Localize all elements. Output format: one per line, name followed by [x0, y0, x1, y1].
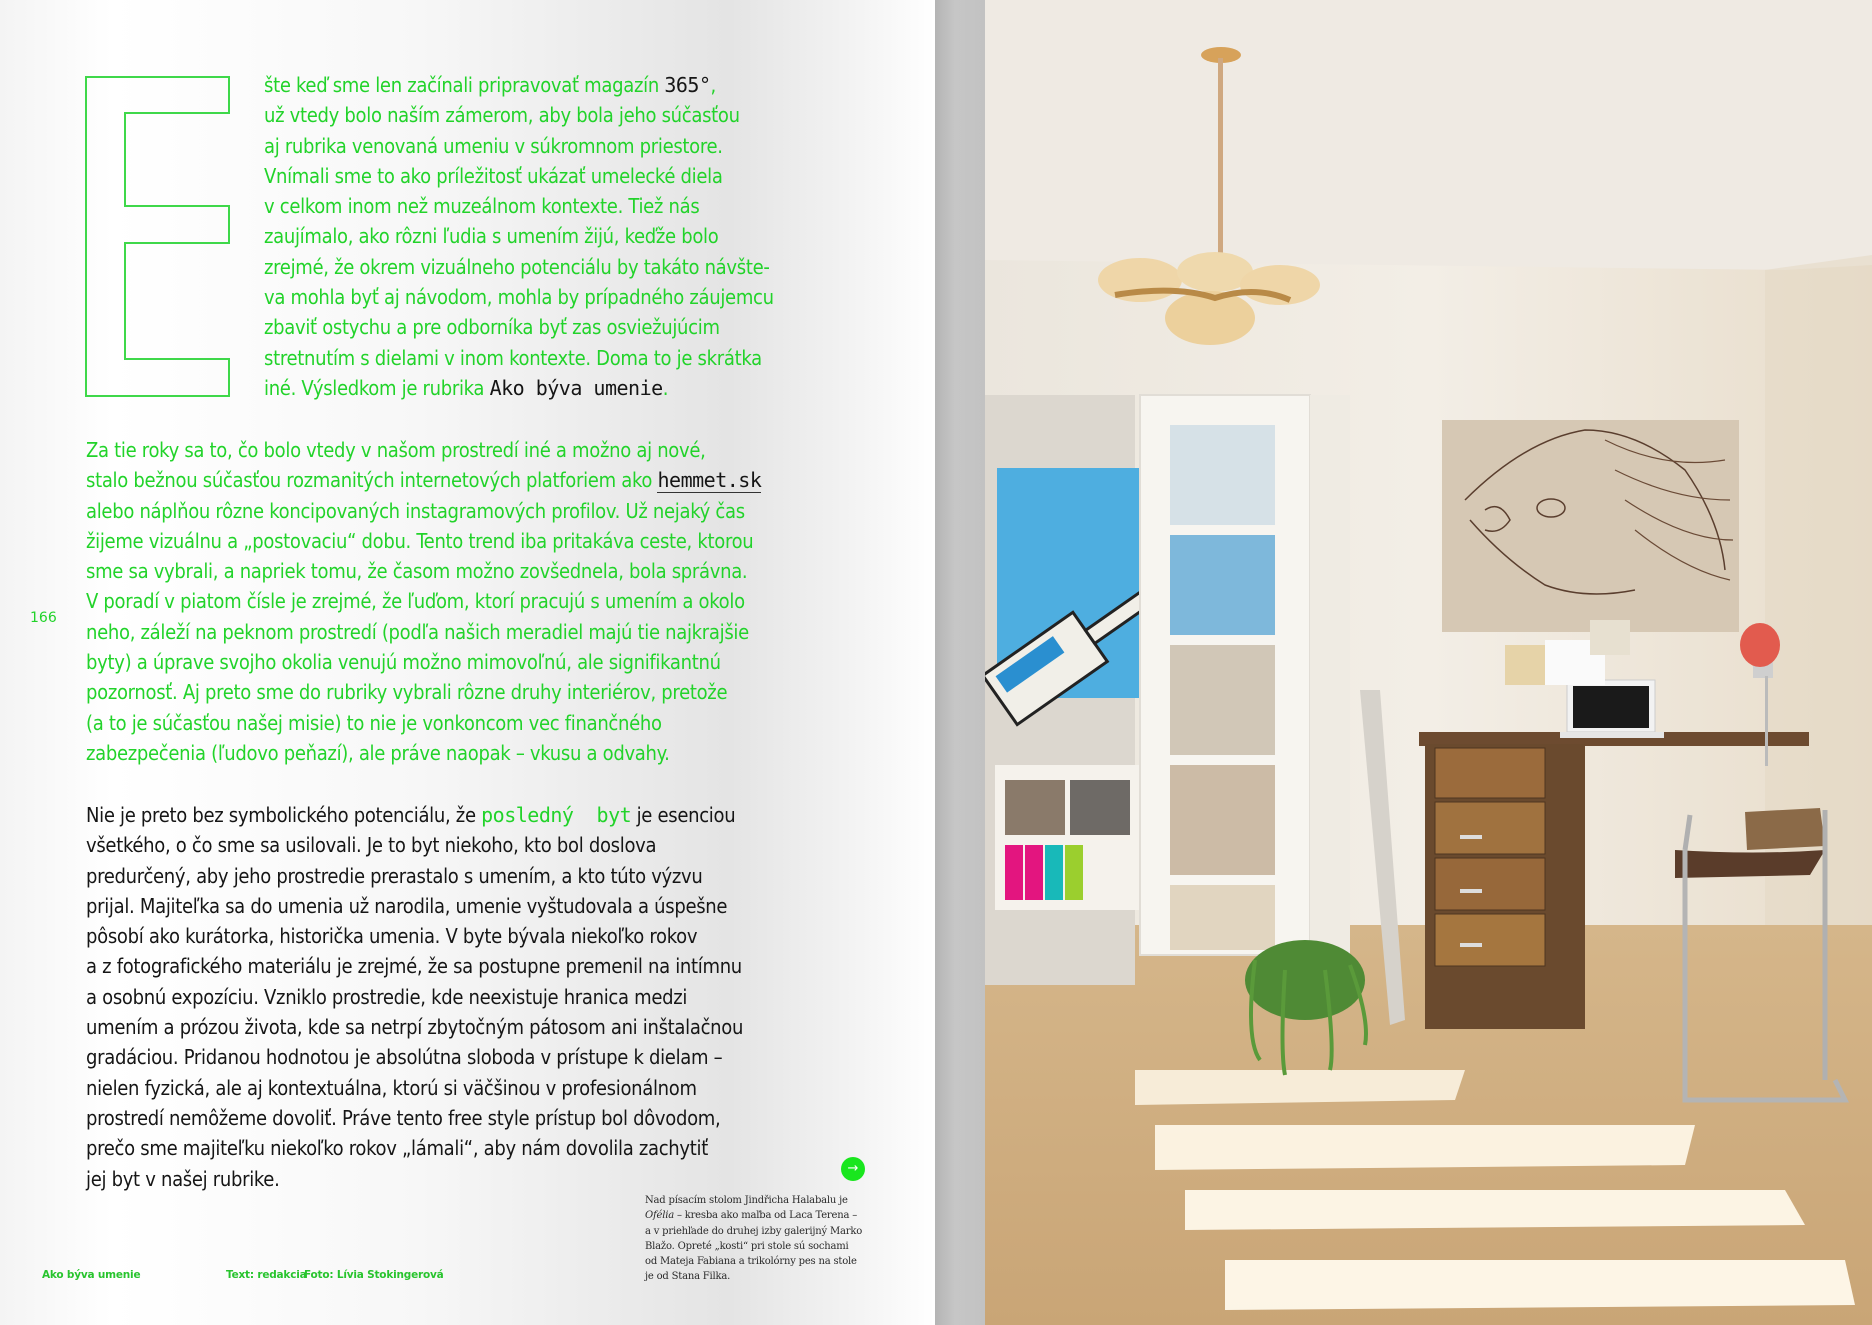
hemmet-link[interactable]: hemmet.sk — [657, 468, 762, 493]
body-line: stalo bežnou súčasťou rozmanitých internetových platforiem ako — [86, 468, 658, 493]
arrow-right-icon: → — [847, 1161, 859, 1176]
footer-section-name: Ako býva umenie — [42, 1269, 141, 1281]
caption-line: a v priehľade do druhej izby galerijný Marko — [645, 1225, 863, 1237]
next-page-button[interactable] — [841, 1157, 865, 1181]
intro-line: šte keď sme len začínali pripravovať magazín — [264, 73, 665, 97]
body-line: (a to je súčasťou našej misie) to nie je vonkoncom vec finančného — [86, 710, 662, 735]
body-line: a z fotografického materiálu je zrejmé, že sa postupne premenil na intímnu — [86, 954, 742, 979]
punctuation: , — [710, 73, 716, 97]
body-line: predurčený, aby jeho prostredie prerastalo s umením, a kto túto výzvu — [86, 863, 703, 888]
body-line: pôsobí ako kurátorka, historička umenia. V byte bývala niekoľko rokov — [86, 924, 698, 949]
caption-line: Nad písacím stolom Jindřicha Halabalu je — [645, 1195, 848, 1206]
body-line: V poradí v piatom čísle je zrejmé, že ľuďom, ktorí pracujú s umením a okolo — [86, 589, 745, 614]
intro-line: stretnutím s dielami v inom kontexte. Doma to je skrátka — [264, 345, 762, 370]
body-line: umením a prózou života, kde sa netrpí zbytočným pátosom ani inštalačnou — [86, 1015, 744, 1040]
body-line: neho, záleží na peknom prostredí (podľa našich meradiel majú tie najkrajšie — [86, 619, 749, 644]
rubric-name: Ako býva umenie — [489, 375, 663, 400]
caption-line: od Mateja Fabiana a trikolórny pes na stole — [645, 1256, 857, 1268]
third-paragraph — [86, 800, 743, 1194]
body-line: je esenciou — [631, 803, 736, 827]
body-line: prostredí nemôžeme dovoliť. Práve tento free style prístup bol dôvodom, — [86, 1105, 721, 1130]
intro-line: v celkom inom než muzeálnom kontexte. Tiež nás — [264, 194, 700, 219]
intro-line: zbaviť ostychu a pre odborníka byť zas osviežujúcim — [264, 315, 720, 340]
body-line: pozornosť. Aj preto sme do rubriky vybrali rôzne druhy interiérov, pretože — [86, 680, 728, 705]
body-line: gradáciou. Pridanou hodnotou je absolútna sloboda v prístupe k dielam – — [86, 1045, 723, 1070]
body-line: jej byt v našej rubrike. — [86, 1166, 280, 1191]
body-line: a osobnú expozíciu. Vzniklo prostredie, kde neexistuje hranica medzi — [86, 984, 688, 1009]
body-line: nielen fyzická, ale aj kontextuálna, ktorú si väčšinou v profesionálnom — [86, 1075, 697, 1100]
magazine-name: 365° — [664, 73, 711, 97]
body-line: alebo náplňou rôzne koncipovaných instagramových profilov. Už nejaký čas — [86, 498, 745, 523]
body-line: Za tie roky sa to, čo bolo vtedy v našom prostredí iné a možno aj nové, — [86, 438, 706, 462]
photo-caption — [645, 1193, 885, 1285]
footer-text-credit: Text: redakcia — [226, 1269, 307, 1281]
intro-line: Vnímali sme to ako príležitosť ukázať umelecké diela — [264, 163, 723, 188]
punctuation: . — [662, 375, 669, 400]
body-line: prijal. Majiteľka sa do umenia už narodila, umenie vyštudovala a úspešne — [86, 893, 728, 918]
intro-paragraph — [264, 70, 774, 403]
footer-photo-credit: Foto: Lívia Stokingerová — [304, 1269, 444, 1281]
intro-line: zrejmé, že okrem vizuálneho potenciálu by takáto návšte- — [264, 254, 770, 279]
drop-cap-e — [85, 76, 231, 397]
intro-line: va mohla byť aj návodom, mohla by prípadného záujemcu — [264, 285, 774, 310]
intro-line: aj rubrika venovaná umeniu v súkromnom priestore. — [264, 133, 723, 158]
body-line: Nie je preto bez symbolického potenciálu, že — [86, 803, 482, 827]
interior-photo — [985, 0, 1872, 1325]
second-paragraph — [86, 435, 761, 768]
body-line: všetkého, o čo sme sa usilovali. Je to byt niekoho, kto bol doslova — [86, 833, 657, 858]
body-line: prečo sme majiteľku niekoľko rokov „lámali“, aby nám dovolila zachytiť — [86, 1136, 708, 1161]
caption-line: – kresba ako maľba od Laca Terena – — [673, 1210, 858, 1222]
intro-line: iné. Výsledkom je rubrika — [264, 375, 490, 400]
body-line: zabezpečenia (ľudovo peňazí), ale práve naopak – vkusu a odvahy. — [86, 740, 670, 765]
interior-illustration — [985, 0, 1872, 1325]
face-drawing-artwork — [1442, 420, 1739, 632]
body-line: byty) a úprave svojho okolia venujú možno mimovoľnú, ale signifikantnú — [86, 650, 721, 675]
page-number: 166 — [30, 610, 57, 626]
highlight-last-apartment: posledný byt — [481, 803, 632, 827]
page-gutter — [935, 0, 985, 1325]
body-line: žijeme vizuálnu a „postovaciu“ dobu. Tento trend iba pritakáva ceste, ktorou — [86, 528, 754, 553]
intro-line: zaujímalo, ako rôzni ľudia s umením žijú, keďže bolo — [264, 224, 719, 249]
intro-line: už vtedy bolo naším zámerom, aby bola jeho súčasťou — [264, 103, 740, 128]
body-line: sme sa vybrali, a napriek tomu, že časom možno zovšednela, bola správna. — [86, 559, 748, 584]
caption-line: je od Stana Filka. — [645, 1271, 731, 1283]
laptop — [1560, 680, 1664, 738]
caption-line: Blažo. Opreté „kosti“ pri stole sú sochami — [645, 1240, 849, 1252]
artwork-title: Ofélia — [645, 1210, 674, 1222]
